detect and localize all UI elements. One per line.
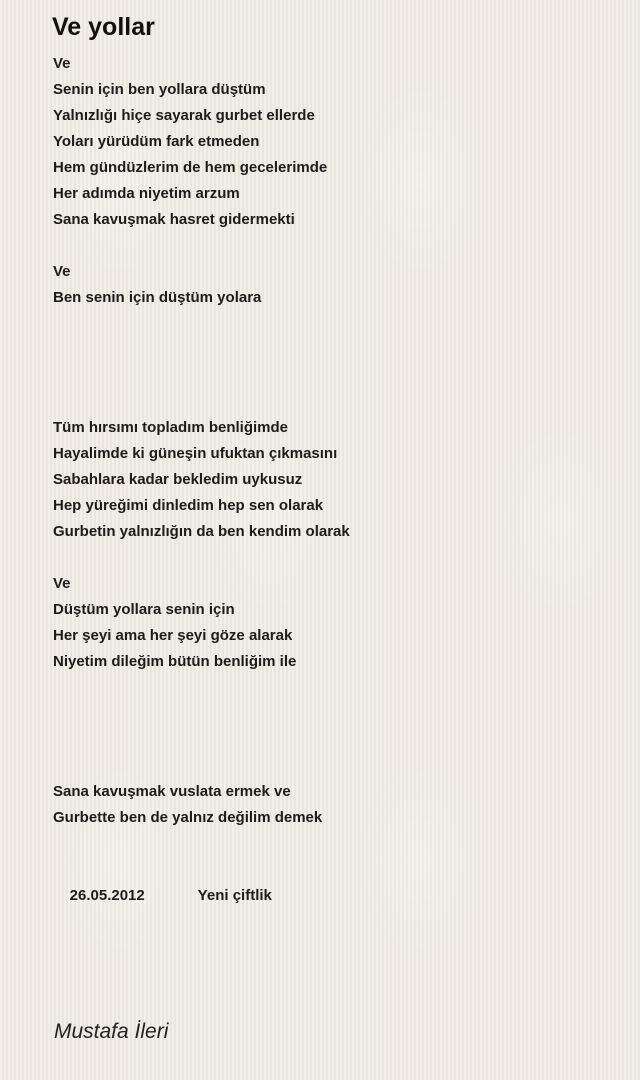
poem-blank-line bbox=[53, 311, 613, 337]
poem-blank-line bbox=[53, 675, 613, 701]
poem-blank-line bbox=[53, 701, 613, 727]
poem-line: Ve bbox=[53, 575, 71, 592]
poem-body bbox=[53, 51, 613, 904]
poem-line: Niyetim dileğim bütün benliğim ile bbox=[53, 653, 297, 670]
poem-line: Hep yüreğimi dinledim hep sen olarak bbox=[53, 497, 324, 514]
poem-line: Tüm hırsımı topladım benliğimde bbox=[53, 419, 289, 436]
poem-line: Yoları yürüdüm fark etmeden bbox=[53, 133, 260, 150]
poem-blank-line bbox=[53, 337, 613, 363]
poem-line: Hem gündüzlerim de hem gecelerimde bbox=[53, 159, 328, 176]
poem-blank-line bbox=[53, 831, 613, 857]
poem-line: Gurbette ben de yalnız değilim demek bbox=[53, 809, 323, 826]
poem-blank-line bbox=[53, 753, 613, 779]
poem-blank-line bbox=[53, 233, 613, 259]
poem-line: Sana kavuşmak vuslata ermek ve bbox=[53, 783, 291, 800]
poem-title: Ve yollar bbox=[52, 13, 155, 41]
poem-author: Mustafa İleri bbox=[54, 1020, 169, 1043]
poem-blank-line bbox=[53, 363, 613, 389]
poem-line: Gurbetin yalnızlığın da ben kendim olarak bbox=[53, 523, 350, 540]
poem-line: Sana kavuşmak hasret gidermekti bbox=[53, 211, 295, 228]
poem-date: 26.05.2012 bbox=[69, 887, 145, 904]
poem-place: Yeni çiftlik bbox=[197, 887, 272, 904]
poem-line: Ve bbox=[53, 263, 71, 280]
poem-blank-line bbox=[53, 389, 613, 415]
poem-line: Her şeyi ama her şeyi göze alarak bbox=[53, 627, 293, 644]
poem-line: Her adımda niyetim arzum bbox=[53, 185, 240, 202]
poem-line: Ben senin için düştüm yolara bbox=[53, 289, 262, 306]
poem-line: Sabahlara kadar bekledim uykusuz bbox=[53, 471, 303, 488]
poem-blank-line bbox=[53, 545, 613, 571]
poem-blank-line bbox=[53, 727, 613, 753]
poem-line: Ve bbox=[53, 55, 71, 72]
poem-line: Yalnızlığı hiçe sayarak gurbet ellerde bbox=[53, 107, 315, 124]
poem-line: Senin için ben yollara düştüm bbox=[53, 81, 266, 98]
poem-line: Düştüm yollara senin için bbox=[53, 601, 235, 618]
poem-signature-line bbox=[53, 857, 613, 904]
poem-line: Hayalimde ki güneşin ufuktan çıkmasını bbox=[53, 445, 338, 462]
